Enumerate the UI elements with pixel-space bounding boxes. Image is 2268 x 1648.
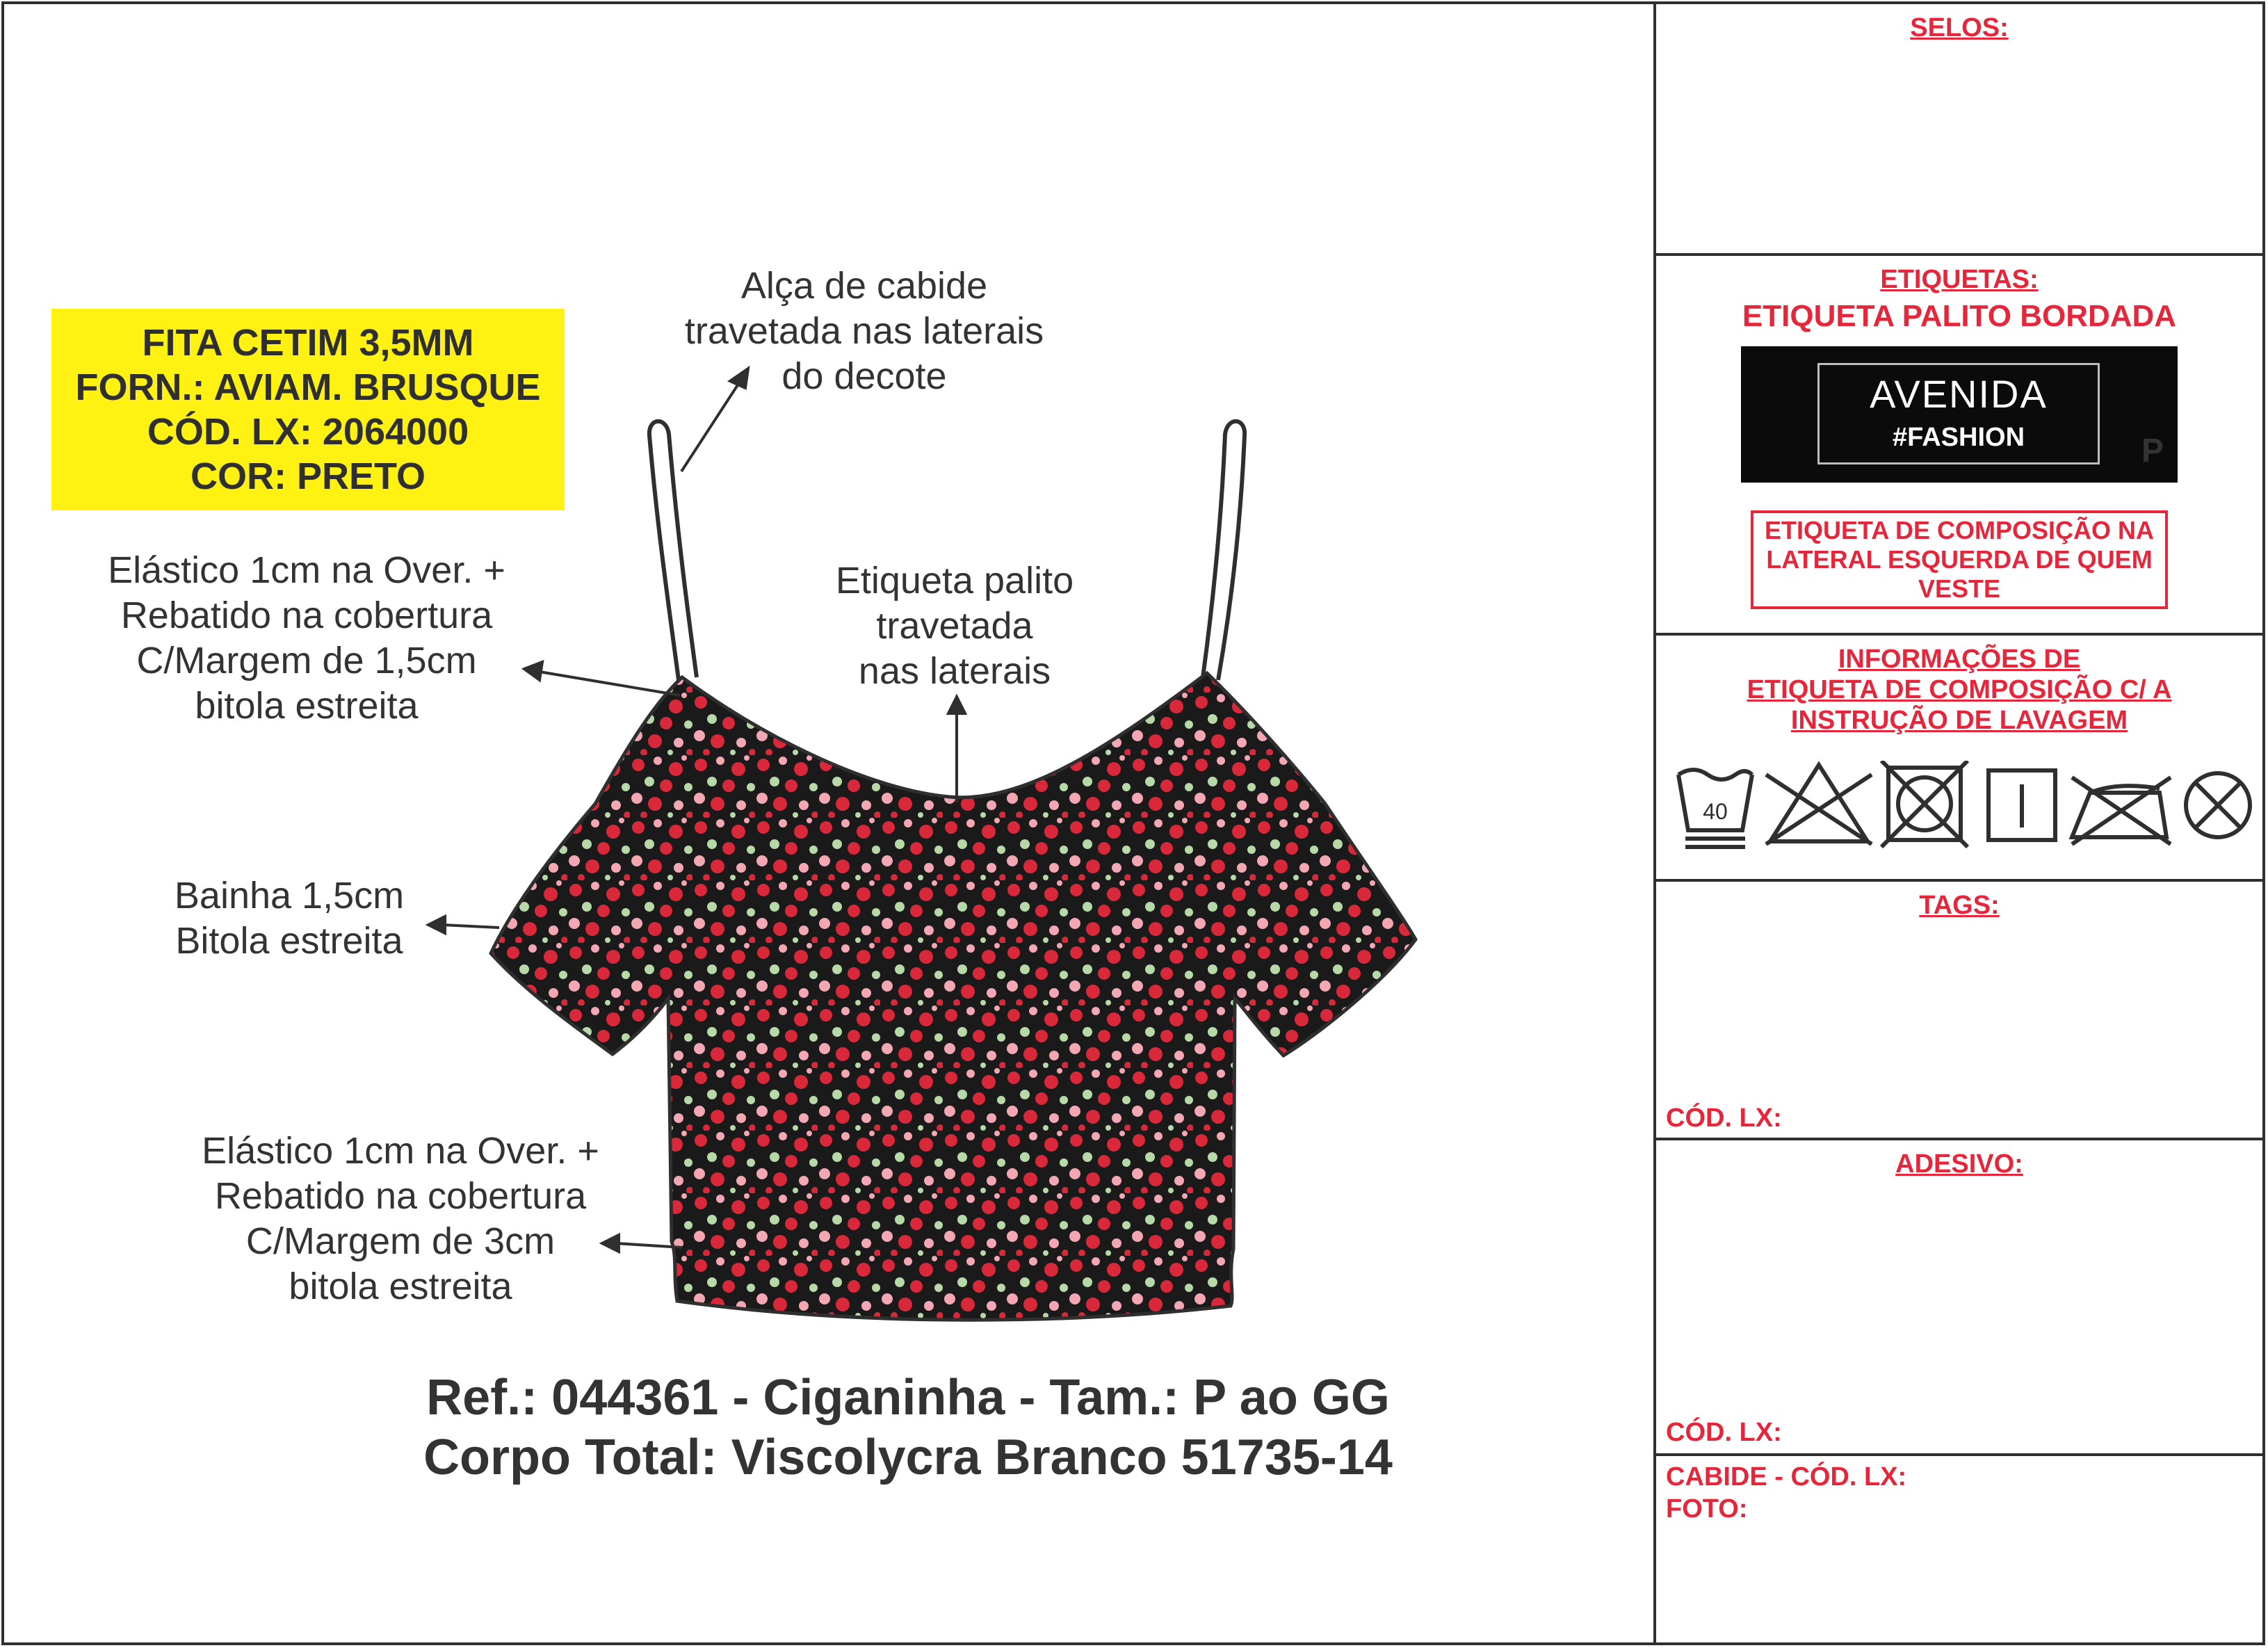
brand-size: P [2141,433,2164,469]
fabric-line: Corpo Total: Viscolycra Branco 51735-14 [423,1430,1393,1485]
no-dry-clean-icon [2186,773,2250,837]
brand-tag: #FASHION [1892,423,2025,452]
note-etiqueta: Etiqueta palito travetada nas laterais [835,560,1074,692]
note-alca: Alça de cabide travetada nas laterais do decote [684,265,1044,397]
section-etiquetas [1656,256,2262,636]
ribbon-spec-box [51,309,565,510]
arrow-bainha [442,925,499,928]
no-tumble-dry-icon [1881,761,1968,847]
ribbon-line: FITA CETIM 3,5MM [142,322,474,364]
ribbon-line: COR: PRETO [190,455,426,497]
line-dry-icon [1988,770,2055,840]
note-bainha: Bainha 1,5cm Bitola estreita [174,875,405,962]
ribbon-line: CÓD. LX: 2064000 [147,411,469,453]
section-adesivo [1656,1140,2262,1456]
informacoes-title: INFORMAÇÕES DE ETIQUETA DE COMPOSIÇÃO C/ A INSTRUÇÃO DE LAVAGEM [1747,645,2172,735]
brand-name: AVENIDA [1870,372,2048,416]
section-selos [1656,4,2262,256]
ribbon-line: FORN.: AVIAM. BRUSQUE [75,366,541,408]
note-elastico-bottom: Elástico 1cm na Over. + Rebatido na cobertura C/Margem de 3cm bitola estreita [202,1130,599,1307]
arrow-elastico-top [540,672,680,695]
right-strap [1203,421,1245,680]
brand-label-image [1741,346,2178,483]
note-elastico-top: Elástico 1cm na Over. + Rebatido na cobertura C/Margem de 1,5cm bitola estreita [108,549,505,727]
etiquetas-title: ETIQUETAS: [1880,265,2039,294]
reference-line: Ref.: 044361 - Ciganinha - Tam.: P ao GG [426,1370,1390,1425]
spec-panel [1656,4,2262,1642]
no-bleach-icon [1766,765,1872,844]
tags-title: TAGS: [1919,891,2000,920]
wash-temp: 40 [1703,799,1728,824]
selos-title: SELOS: [1910,13,2009,42]
cabide-cod-lx: CABIDE - CÓD. LX: [1666,1462,1907,1492]
foto-label: FOTO: [1666,1494,1748,1524]
composition-note: ETIQUETA DE COMPOSIÇÃO NA LATERAL ESQUERDA DE QUEM VESTE [1751,510,2168,609]
care-symbols [1673,761,2257,851]
tech-sheet [1,1,2265,1645]
arrow-etiqueta-head [948,697,965,713]
section-cabide [1656,1456,2262,1645]
section-tags [1656,882,2262,1140]
etiqueta-palito-label: ETIQUETA PALITO BORDADA [1742,299,2177,333]
adesivo-cod-lx: CÓD. LX: [1666,1418,1782,1447]
drawing-area [4,4,1656,1642]
adesivo-title: ADESIVO: [1895,1149,2023,1179]
section-informacoes [1656,636,2262,882]
tags-cod-lx: CÓD. LX: [1666,1104,1782,1133]
no-iron-icon [2072,777,2171,844]
brand-label-frame [1817,363,2100,464]
